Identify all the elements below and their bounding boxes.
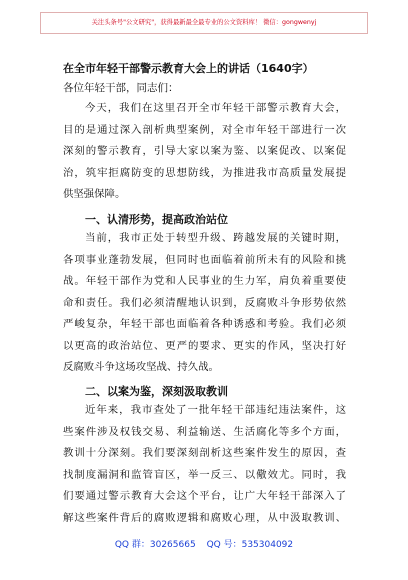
text-line: 深刻的警示教育，引导大家以案为鉴、以案促改、以案促 bbox=[63, 145, 346, 157]
text-line: 供坚强保障。 bbox=[63, 188, 126, 200]
text-line: 治，筑牢拒腐防变的思想防线，为推进我市高质量发展提 bbox=[63, 166, 346, 179]
text-line: 些案件涉及权钱交易、利益输送、生活腐化等多个方面， bbox=[63, 425, 346, 438]
greeting: 各位年轻干部，同志们： bbox=[63, 82, 179, 94]
paragraph-intro bbox=[63, 98, 346, 206]
contact-footer bbox=[0, 537, 408, 550]
paragraph-lessons bbox=[63, 400, 346, 529]
text-line: 近年来，我市查处了一批年轻干部违纪违法案件，这 bbox=[85, 404, 346, 416]
text-line: 战。年轻干部作为党和人民事业的生力军，肩负着重要使 bbox=[63, 275, 346, 287]
text-line: 反腐败斗争这场攻坚战、持久战。 bbox=[63, 361, 219, 373]
text-line: 命和责任。我们必须清醒地认识到，反腐败斗争形势依然 bbox=[63, 296, 346, 309]
document-title: 在全市年轻干部警示教育大会上的讲话（1640字） bbox=[63, 62, 314, 75]
text-line: 教训十分深刻。我们要深刻剖析这些案件发生的原因，查 bbox=[63, 447, 346, 459]
qq-group-label: QQ 群：30265665 bbox=[114, 540, 196, 550]
section-heading-1: 一、认清形势，提高政治站位 bbox=[85, 213, 228, 226]
section-heading-2: 二、以案为鉴，深刻汲取教训 bbox=[85, 385, 228, 398]
paragraph-situation bbox=[63, 228, 346, 379]
promo-banner: 关注头条号"公文研究"，获得最新最全最专业的公文资料库！ 微信：gongwenyj bbox=[40, 12, 368, 34]
text-line: 各项事业蓬勃发展，但同时也面临着前所未有的风险和挑 bbox=[63, 253, 346, 266]
text-line: 严峻复杂，年轻干部也面临着各种诱惑和考验。我们必须 bbox=[63, 318, 346, 330]
text-line: 当前，我市正处于转型升级、跨越发展的关键时期， bbox=[85, 232, 346, 244]
qq-number-label: QQ 号：535304092 bbox=[206, 540, 294, 550]
text-line: 找制度漏洞和监管盲区，举一反三、以儆效尤。同时，我 bbox=[63, 468, 346, 481]
text-line: 以更高的政治站位、更严的要求、更实的作风，坚决打好 bbox=[63, 339, 346, 352]
text-line: 们要通过警示教育大会这个平台，让广大年轻干部深入了 bbox=[63, 490, 346, 502]
text-line: 目的是通过深入剖析典型案例，对全市年轻干部进行一次 bbox=[63, 123, 346, 136]
text-line: 解这些案件背后的腐败逻辑和腐败心理，从中汲取教训、 bbox=[63, 511, 346, 524]
text-line: 今天，我们在这里召开全市年轻干部警示教育大会， bbox=[85, 102, 346, 114]
